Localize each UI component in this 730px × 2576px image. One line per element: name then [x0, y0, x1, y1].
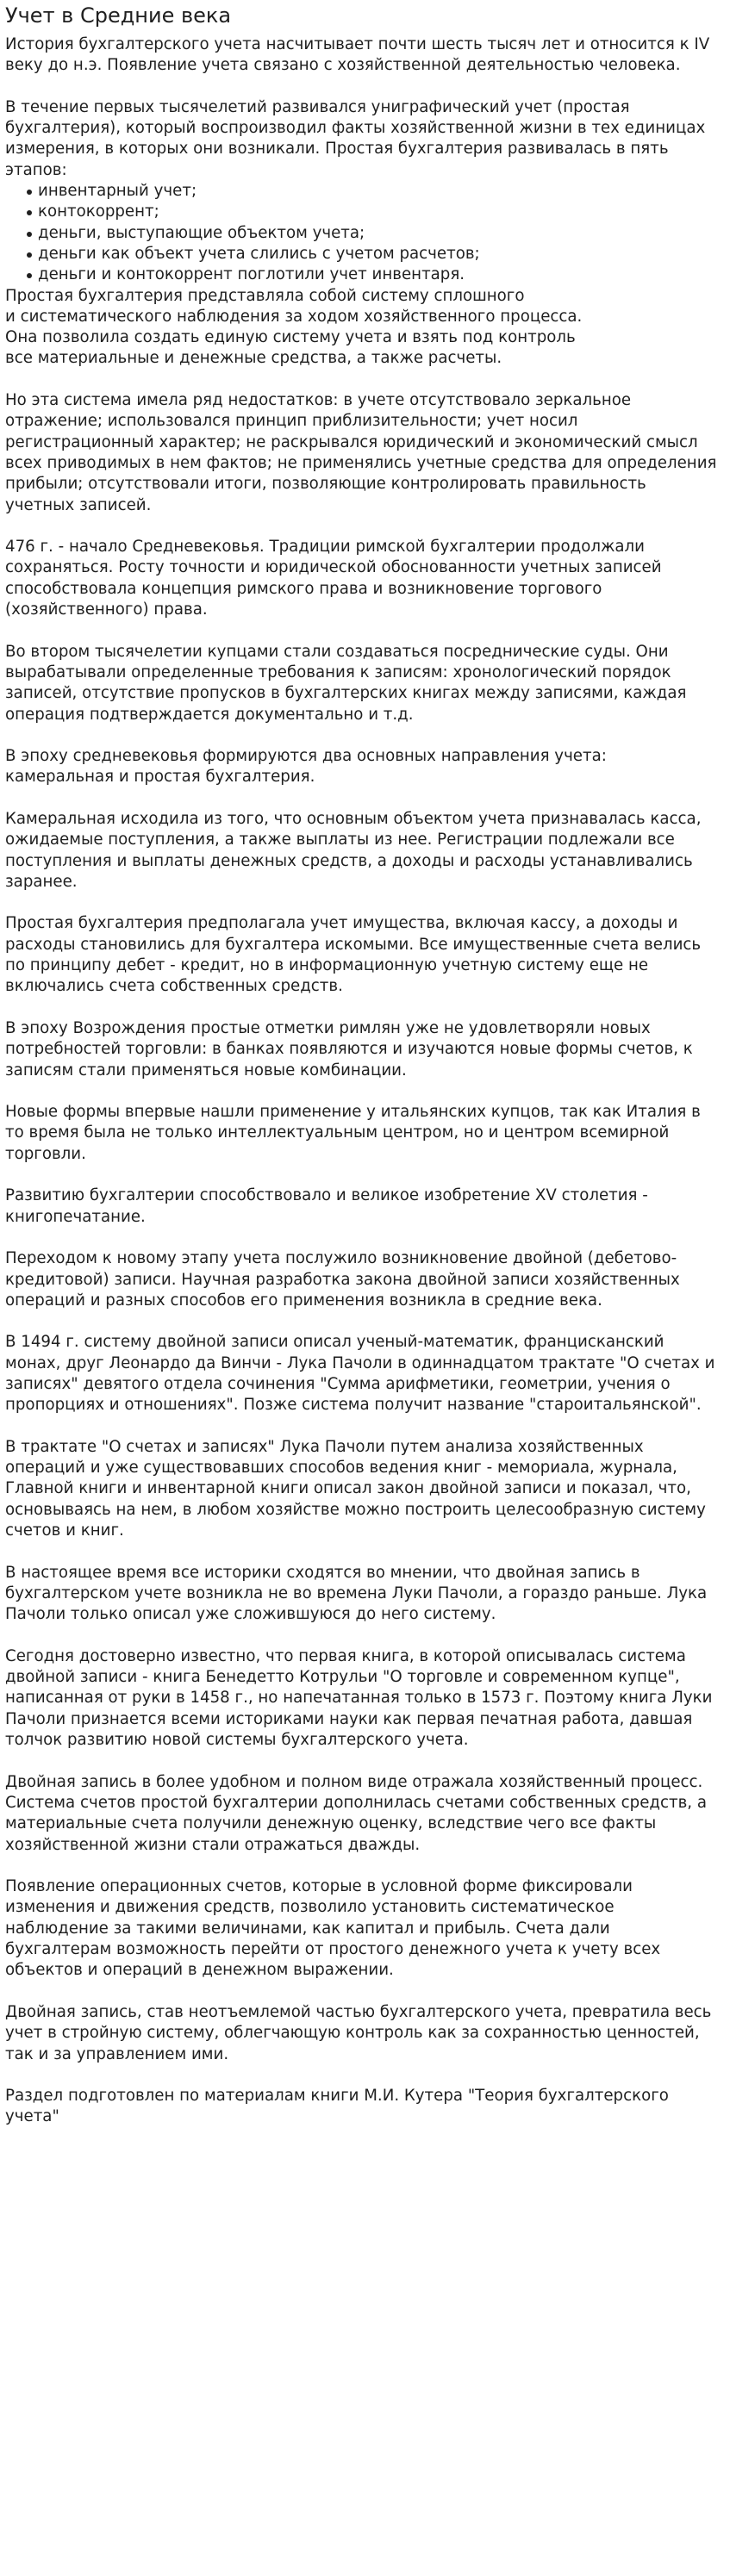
source-note: Раздел подготовлен по материалам книги М.И. Кутера "Теория бухгалтерского учета"	[5, 2087, 669, 2126]
list-item: деньги как объект учета слились с учетом расчетов;	[22, 244, 720, 264]
list-item: деньги, выступающие объектом учета;	[22, 223, 720, 244]
year-476-paragraph: 476 г. - начало Средневековья. Традиции римской бухгалтерии продолжали сохраняться. Росту точности и юридической обоснованности учетных записей способствовала концепция римского права и возникновение торгового (хозяйственного) права.	[5, 538, 662, 619]
paragraph-spacer	[5, 893, 720, 913]
paragraph-spacer	[5, 1626, 720, 1646]
paragraph-spacer	[5, 2065, 720, 2086]
double-entry-paragraph: Переходом к новому этапу учета послужило возникновение двойной (дебетово-кредитовой) записи. Научная разработка закона двойной записи хозяйственных операций и разных способов его применения возникла в средние века.	[5, 1249, 680, 1310]
paragraph-spacer	[5, 370, 720, 390]
courts-paragraph: Во втором тысячелетии купцами стали создаваться посреднические суды. Они вырабатывали определенные требования к записям: хронологический порядок записей, отсутствие пропусков в бухгалтерских книгах между записями, каждая операция подтверждается документально и т.д.	[5, 642, 687, 724]
paragraph-line: все материальные и денежные средства, а также расчеты.	[5, 349, 502, 368]
paragraph-spacer	[5, 1541, 720, 1562]
integral-part-paragraph: Двойная запись, став неотъемлемой частью бухгалтерского учета, превратила весь учет в стройную систему, облегчающую контроль как за сохранностью ценностей, так и за управлением ими.	[5, 2002, 712, 2063]
paragraph-line: Она позволила создать единую систему учета и взять под контроль	[5, 328, 576, 347]
reflected-paragraph: Двойная запись в более удобном и полном виде отражала хозяйственный процесс. Система счетов простой бухгалтерии дополнилась счетами собственных средств, а материальные счета получили денежную оценку, вследствие чего все факты хозяйственной жизни стали отражаться дважды.	[5, 1772, 707, 1854]
paragraph-spacer	[5, 1416, 720, 1437]
list-item: инвентарный учет;	[22, 181, 720, 202]
paragraph-spacer	[5, 1751, 720, 1771]
page-title: Учет в Средние века	[5, 3, 232, 28]
paragraph-spacer	[5, 998, 720, 1018]
italy-paragraph: Новые формы впервые нашли применение у итальянских купцов, так как Италия в то время была не только интеллектуальным центром, но и центром всемирной торговли.	[5, 1103, 701, 1163]
paragraph-spacer	[5, 1982, 720, 2002]
list-item: контокоррент;	[22, 202, 720, 222]
paragraph-spacer	[5, 1165, 720, 1185]
paragraph-spacer	[5, 1081, 720, 1102]
paragraph-spacer	[5, 620, 720, 641]
stages-list	[5, 181, 720, 285]
list-item: деньги и контокоррент поглотили учет инвентаря.	[22, 264, 720, 285]
paragraph-line: Простая бухгалтерия представляла собой систему сплошного	[5, 286, 525, 305]
paragraph-spacer	[5, 725, 720, 746]
paragraph-spacer	[5, 516, 720, 537]
printing-paragraph: Развитию бухгалтерии способствовало и великое изобретение XV столетия - книгопечатание.	[5, 1186, 648, 1226]
paragraph-line: и систематического наблюдения за ходом хозяйственного процесса.	[5, 307, 583, 326]
simple-accounting-paragraph: Простая бухгалтерия предполагала учет имущества, включая кассу, а доходы и расходы становились для бухгалтера искомыми. Все имущественные счета велись по принципу дебет - кредит, но в информационную учетную систему еще не включались счета собственных средств.	[5, 914, 702, 996]
unigraphic-paragraph: В течение первых тысячелетий развивался униграфический учет (простая бухгалтерия), который воспроизводил факты хозяйственной жизни в тех единицах измерения, в которых они возникали. Простая бухгалтерия развивалась в пять этапов:	[5, 97, 706, 179]
intro-paragraph: История бухгалтерского учета насчитывает почти шесть тысяч лет и относится к IV веку до н.э. Появление учета связано с хозяйственной деятельностью человека.	[5, 35, 710, 75]
cameral-paragraph: Камеральная исходила из того, что основным объектом учета признавалась касса, ожидаемые поступления, а также выплаты из нее. Регистрации подлежали все поступления и выплаты денежных средств, а доходы и расходы устанавливались заранее.	[5, 809, 702, 891]
paragraph-spacer	[5, 77, 720, 97]
paragraph-spacer	[5, 1856, 720, 1876]
two-directions-paragraph: В эпоху средневековья формируются два основных направления учета: камеральная и простая бухгалтерия.	[5, 747, 607, 787]
kotrulji-paragraph: Сегодня достоверно известно, что первая книга, в которой описывалась система двойной записи - книга Бенедетто Котрульи "О торговле и современном купце", написанная от руки в 1458 г., но напечатанная только в 1573 г. Поэтому книга Луки Пачоли признается всеми историками науки как первая печатная работа, давшая толчок развитию новой системы бухгалтерского учета.	[5, 1646, 713, 1750]
simple-accounting-system-paragraph	[5, 286, 720, 370]
paragraph-spacer	[5, 788, 720, 809]
year-1494-paragraph: В 1494 г. систему двойной записи описал ученый-математик, францисканский монах, друг Леонардо да Винчи - Лука Пачоли в одиннадцатом трактате "О счетах и записях" девятого отдела сочинения "Сумма арифметики, геометрии, учения о пропорциях и отношениях". Позже система получит название "староитальянской".	[5, 1333, 715, 1415]
treatise-paragraph: В трактате "О счетах и записях" Лука Пачоли путем анализа хозяйственных операций и уже существовавших способов ведения книг - мемориала, журнала, Главной книги и инвентарной книги описал закон двойной записи и показал, что, основываясь на нем, в любом хозяйстве можно построить целесообразную систему счетов и книг.	[5, 1437, 706, 1540]
article	[0, 2, 730, 2128]
operational-accounts-paragraph: Появление операционных счетов, которые в условной форме фиксировали изменения и движения средств, позволило установить систематическое наблюдение за такими величинами, как капитал и прибыль. Счета дали бухгалтерам возможность перейти от простого денежного учета к учету всех объектов и операций в денежном выражении.	[5, 1877, 661, 1980]
paragraph-spacer	[5, 1228, 720, 1248]
flaws-paragraph: Но эта система имела ряд недостатков: в учете отсутствовало зеркальное отражение; использовался принцип приблизительности; учет носил регистрационный характер; не раскрывался юридический и экономический смысл всех приводимых в нем фактов; не применялись учетные средства для определения прибыли; отсутствовали итоги, позволяющие контролировать правильность учетных записей.	[5, 391, 717, 514]
historians-paragraph: В настоящее время все историки сходятся во мнении, что двойная запись в бухгалтерском учете возникла не во времена Луки Пачоли, а гораздо раньше. Лука Пачоли только описал уже сложившуюся до него систему.	[5, 1563, 708, 1624]
paragraph-spacer	[5, 1311, 720, 1332]
renaissance-paragraph: В эпоху Возрождения простые отметки римлян уже не удовлетворяли новых потребностей торговли: в банках появляются и изучаются новые формы счетов, к записям стали применяться новые комбинации.	[5, 1018, 693, 1080]
